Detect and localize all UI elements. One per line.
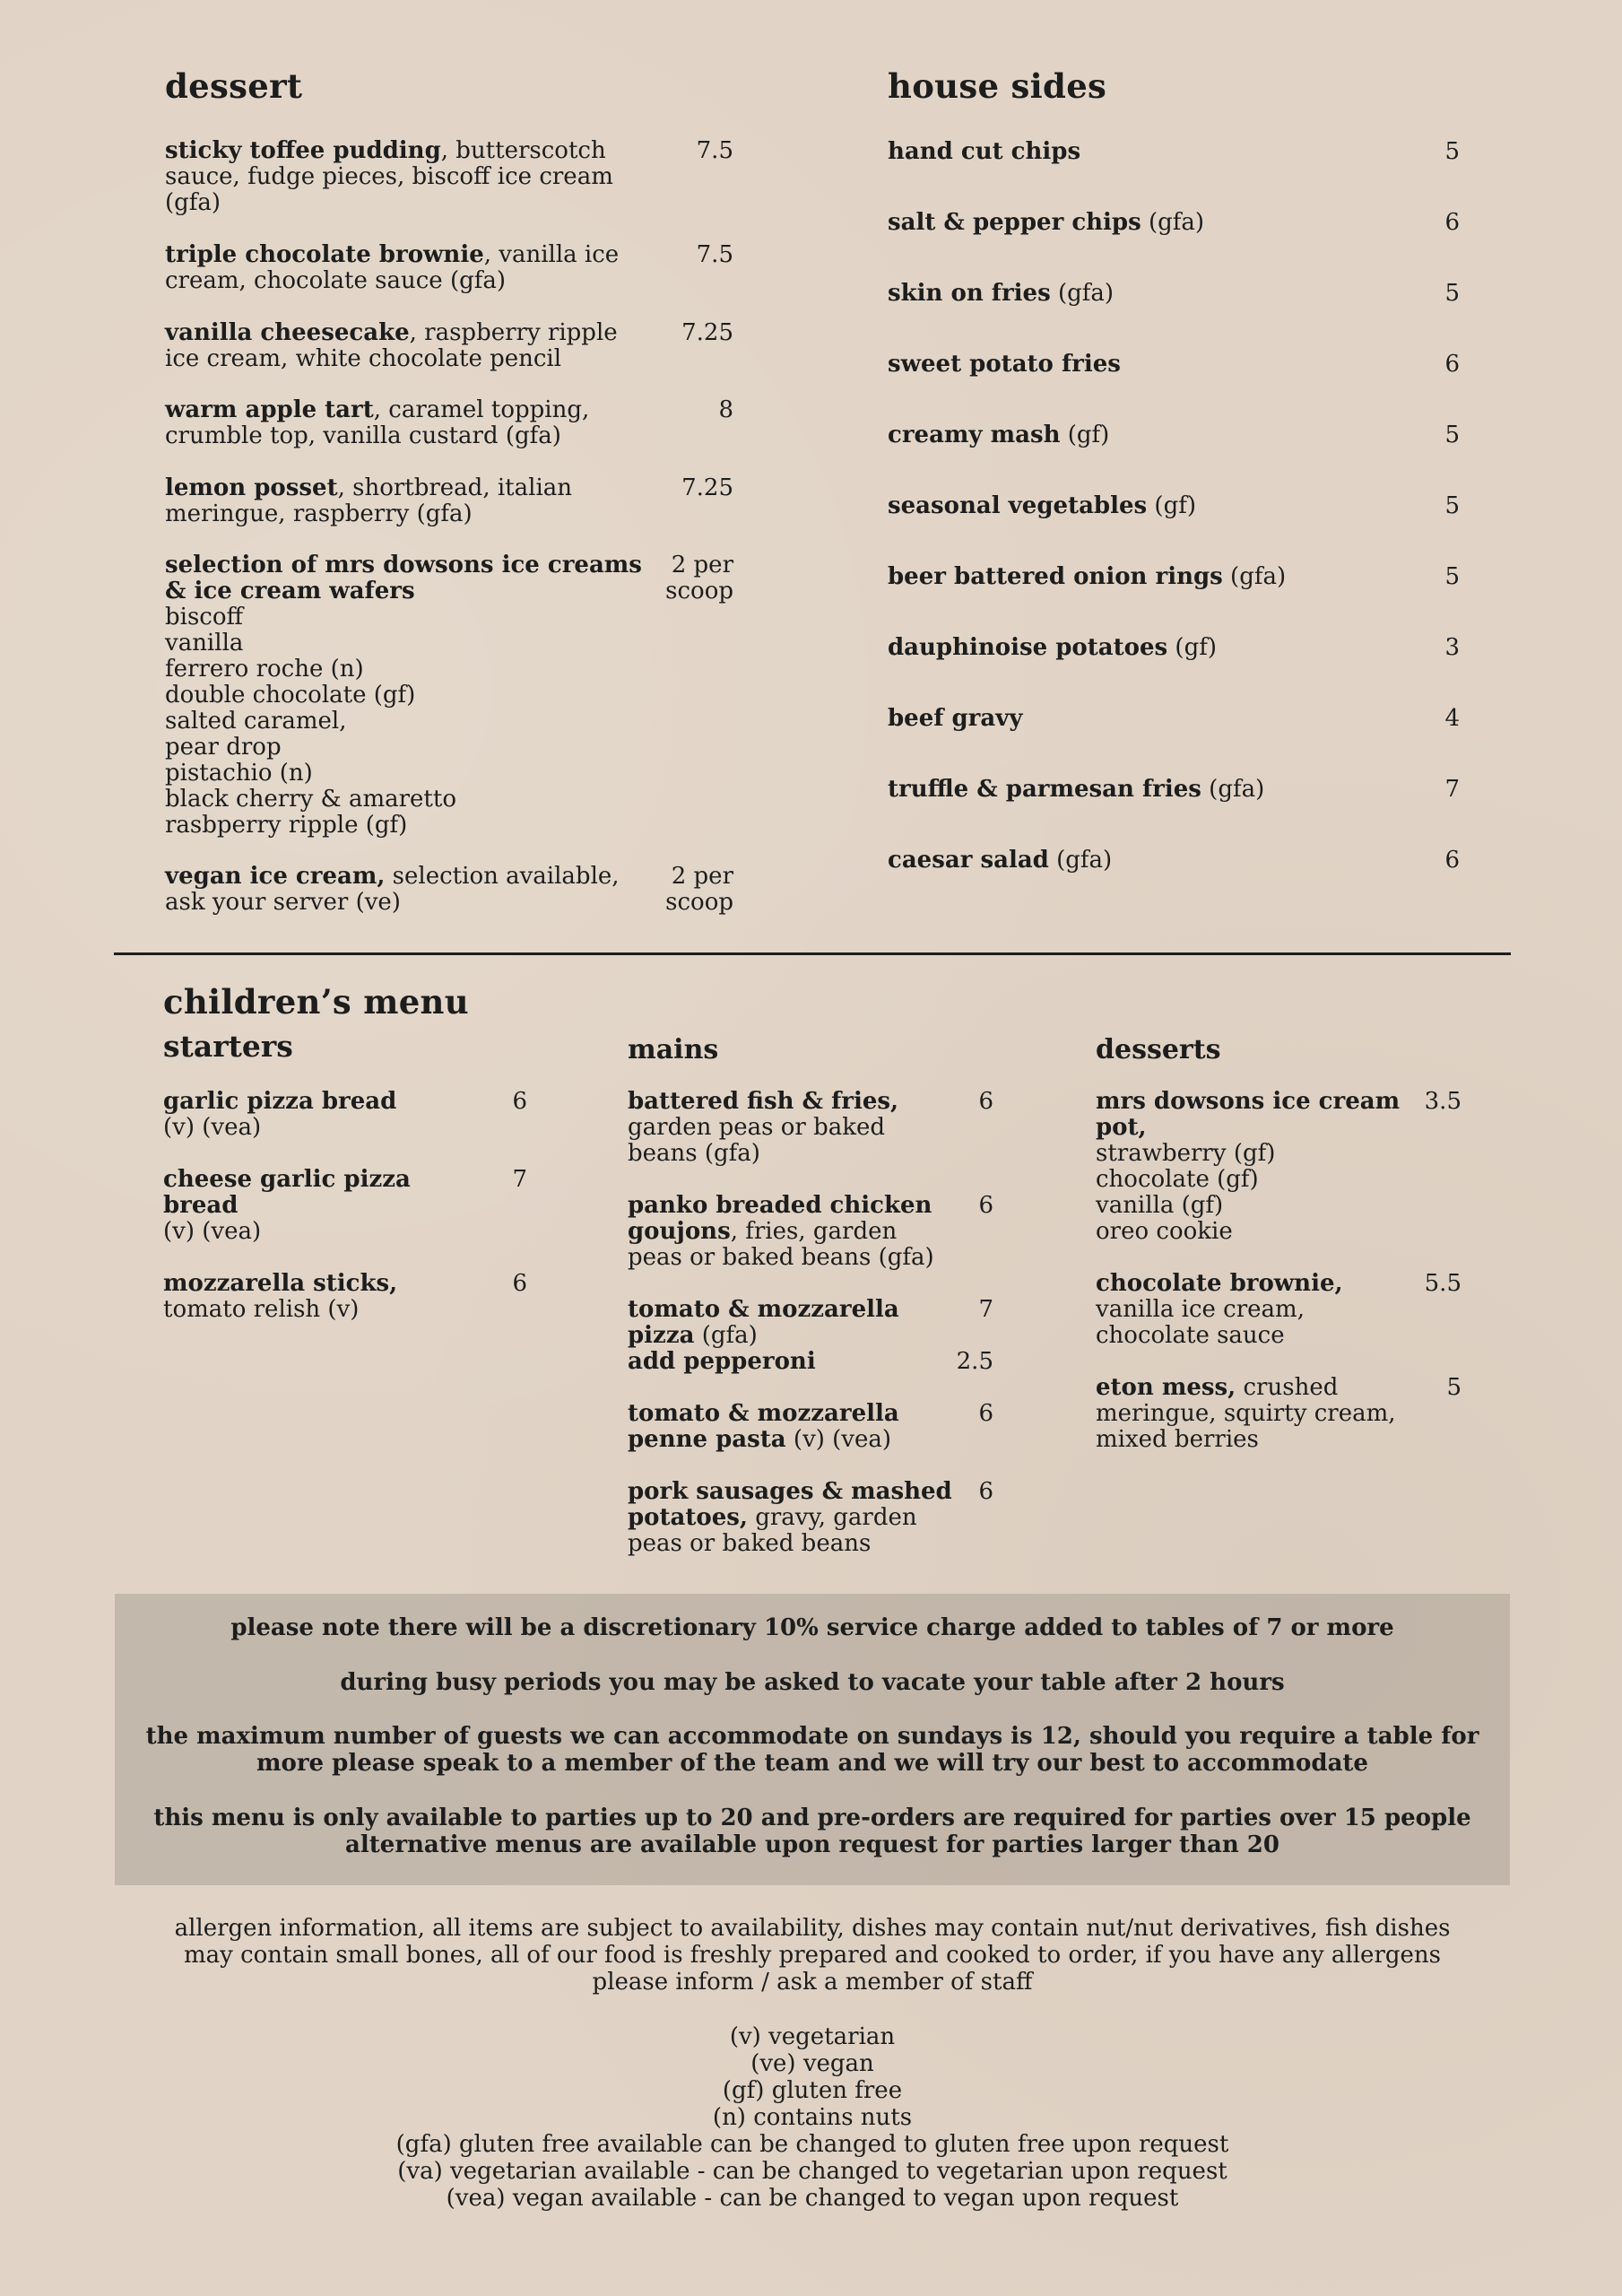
- starter-price: 6: [512, 1270, 527, 1297]
- main-price: 7: [978, 1296, 993, 1323]
- kids-dessert-item: eton mess, crushed meringue, squirty cream, mixed berries: [1096, 1374, 1396, 1453]
- side-item: salt & pepper chips (gfa): [888, 209, 1205, 236]
- main-price: 6: [978, 1088, 993, 1115]
- dessert-item-ice-creams: selection of mrs dowsons ice creams & ice cream wafers biscoff vanilla ferrero roche (n) double chocolate (gf) salted caramel, pear drop pistachio (n) black cherry & amaretto rasbperry ripple (gf): [165, 552, 642, 839]
- item-name: sticky toffee pudding: [165, 137, 441, 164]
- house-sides-title: house sides: [888, 66, 1107, 106]
- main-price: 6: [978, 1400, 993, 1427]
- side-item: hand cut chips: [888, 138, 1081, 165]
- starter-item: garlic pizza bread (v) (vea): [163, 1088, 397, 1141]
- notice-busy-periods: during busy periods you may be asked to vacate your table after 2 hours: [340, 1669, 1285, 1696]
- main-item: pork sausages & mashed potatoes, gravy, garden peas or baked beans: [628, 1478, 952, 1557]
- side-item: truffle & parmesan fries (gfa): [888, 776, 1265, 803]
- childrens-menu-title: children’s menu: [163, 982, 469, 1022]
- item-price: 7.25: [681, 319, 733, 346]
- side-item: caesar salad (gfa): [888, 847, 1113, 874]
- starter-price: 7: [512, 1166, 527, 1193]
- item-price: 8: [718, 396, 733, 423]
- main-item: battered fish & fries, garden peas or baked beans (gfa): [628, 1088, 899, 1167]
- side-price: 5: [1444, 422, 1460, 448]
- side-price: 6: [1444, 847, 1460, 874]
- allergen-information: allergen information, all items are subject to availability, dishes may contain nut/nut derivatives, fish dishes may contain small bones, all of our food is freshly prepared and cooked to order, if you have any allergens please inform / ask a member of staff: [174, 1915, 1451, 1996]
- main-price: 6: [978, 1192, 993, 1219]
- kids-dessert-price: 5: [1446, 1374, 1462, 1401]
- dessert-item-cheesecake: vanilla cheesecake, raspberry ripple ice cream, white chocolate pencil: [165, 319, 618, 372]
- dessert-item-apple-tart: warm apple tart, caramel topping, crumble top, vanilla custard (gfa): [165, 396, 590, 449]
- starter-item: cheese garlic pizza bread (v) (vea): [163, 1166, 411, 1245]
- notice-max-guests: the maximum number of guests we can accommodate on sundays is 12, should you require a table for more please speak to a member of the team and we will try our best to accommodate: [145, 1723, 1479, 1777]
- dessert-title: dessert: [165, 66, 303, 106]
- side-price: 4: [1444, 705, 1460, 732]
- side-price: 5: [1444, 138, 1460, 165]
- main-item: panko breaded chicken goujons, fries, garden peas or baked beans (gfa): [628, 1192, 934, 1271]
- item-price: 7.5: [696, 137, 733, 164]
- side-price: 7: [1444, 776, 1460, 803]
- main-item: tomato & mozzarella pizza (gfa) add pepperoni: [628, 1296, 899, 1375]
- dessert-item-sticky-toffee: sticky toffee pudding, butterscotch sauce, fudge pieces, biscoff ice cream (gfa): [165, 137, 613, 216]
- mains-title: mains: [628, 1034, 719, 1065]
- main-item: tomato & mozzarella penne pasta (v) (vea): [628, 1400, 899, 1453]
- side-item: beer battered onion rings (gfa): [888, 563, 1287, 590]
- side-price: 6: [1444, 351, 1460, 378]
- side-price: 5: [1444, 492, 1460, 519]
- kids-dessert-item: mrs dowsons ice cream pot, strawberry (gf) chocolate (gf) vanilla (gf) oreo cookie: [1096, 1088, 1401, 1245]
- notice-service-charge: please note there will be a discretionary 10% service charge added to tables of 7 or more: [230, 1614, 1394, 1641]
- starters-title: starters: [163, 1029, 293, 1064]
- dietary-legend: (v) vegetarian (ve) vegan (gf) gluten free (n) contains nuts (gfa) gluten free available can be changed to gluten free upon request (va) vegetarian available - can be changed to vegetarian upon request (vea) vegan available - can be changed to vegan upon request: [395, 2023, 1229, 2212]
- kids-dessert-price: 3.5: [1424, 1088, 1462, 1115]
- kids-dessert-item: chocolate brownie, vanilla ice cream, chocolate sauce: [1096, 1270, 1343, 1349]
- item-price: 7.5: [696, 241, 733, 268]
- side-price: 6: [1444, 209, 1460, 236]
- side-item: seasonal vegetables (gf): [888, 492, 1196, 519]
- starter-price: 6: [512, 1088, 527, 1115]
- side-price: 5: [1444, 280, 1460, 307]
- section-divider: [114, 952, 1511, 955]
- item-price: 7.25: [681, 474, 733, 501]
- side-price: 3: [1444, 634, 1460, 661]
- main-price: 6: [978, 1478, 993, 1505]
- dessert-item-lemon-posset: lemon posset, shortbread, italian meringue, raspberry (gfa): [165, 474, 572, 527]
- side-item: creamy mash (gf): [888, 422, 1110, 448]
- dessert-item-brownie: triple chocolate brownie, vanilla ice cream, chocolate sauce (gfa): [165, 241, 620, 294]
- notice-parties: this menu is only available to parties up to 20 and pre-orders are required for parties over 15 people alternative menus are available upon request for parties larger than 20: [153, 1805, 1471, 1858]
- side-item: beef gravy: [888, 705, 1023, 732]
- main-addon-price: 2.5: [956, 1348, 993, 1375]
- side-item: dauphinoise potatoes (gf): [888, 634, 1217, 661]
- item-price: 2 per scoop: [665, 552, 733, 604]
- desserts-title: desserts: [1096, 1034, 1221, 1065]
- kids-dessert-price: 5.5: [1424, 1270, 1462, 1297]
- item-price: 2 per scoop: [665, 863, 733, 916]
- side-item: sweet potato fries: [888, 351, 1121, 378]
- side-price: 5: [1444, 563, 1460, 590]
- side-item: skin on fries (gfa): [888, 280, 1115, 307]
- dessert-item-vegan-ice-cream: vegan ice cream, selection available, ask your server (ve): [165, 863, 620, 916]
- starter-item: mozzarella sticks, tomato relish (v): [163, 1270, 398, 1323]
